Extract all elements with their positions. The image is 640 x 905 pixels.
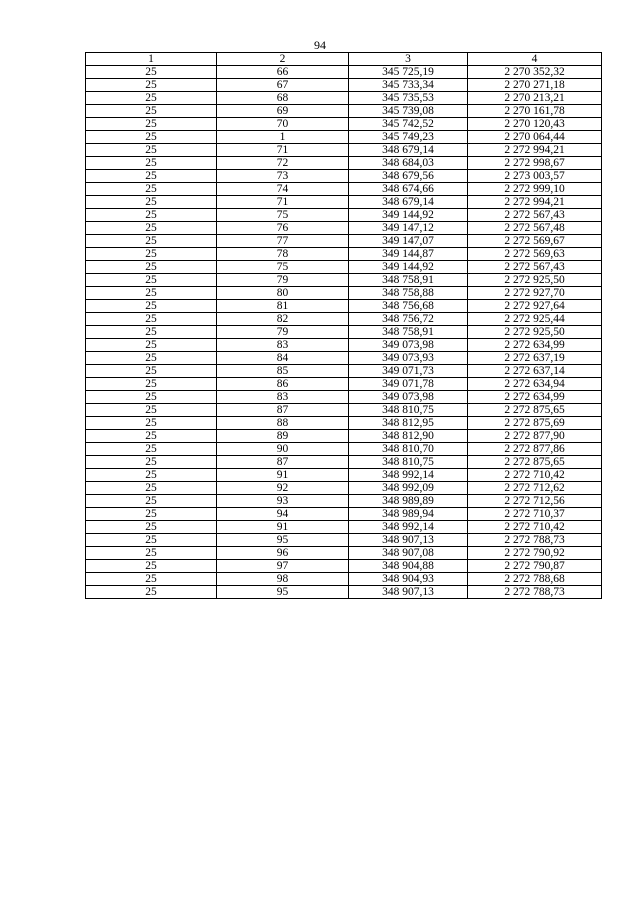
- cell-region: 25: [86, 508, 217, 521]
- table-row: [86, 430, 602, 443]
- cell-y-coordinate: 2 272 637,19: [468, 352, 602, 365]
- cell-x-coordinate: 349 073,98: [349, 339, 468, 352]
- cell-point-number: 1: [217, 131, 349, 144]
- cell-x-coordinate: 348 992,14: [349, 469, 468, 482]
- table-row: [86, 300, 602, 313]
- cell-point-number: 83: [217, 339, 349, 352]
- cell-point-number: 66: [217, 66, 349, 79]
- cell-region: 25: [86, 131, 217, 144]
- cell-x-coordinate: 349 071,73: [349, 365, 468, 378]
- cell-y-coordinate: 2 272 927,70: [468, 287, 602, 300]
- cell-point-number: 75: [217, 209, 349, 222]
- cell-y-coordinate: 2 270 161,78: [468, 105, 602, 118]
- cell-x-coordinate: 345 735,53: [349, 92, 468, 105]
- cell-region: 25: [86, 66, 217, 79]
- cell-region: 25: [86, 274, 217, 287]
- cell-x-coordinate: 345 742,52: [349, 118, 468, 131]
- cell-point-number: 80: [217, 287, 349, 300]
- table-row: [86, 547, 602, 560]
- cell-point-number: 79: [217, 326, 349, 339]
- cell-region: 25: [86, 443, 217, 456]
- cell-point-number: 75: [217, 261, 349, 274]
- cell-x-coordinate: 348 904,93: [349, 573, 468, 586]
- cell-region: 25: [86, 183, 217, 196]
- cell-point-number: 72: [217, 157, 349, 170]
- cell-region: 25: [86, 378, 217, 391]
- cell-point-number: 79: [217, 274, 349, 287]
- cell-x-coordinate: 345 725,19: [349, 66, 468, 79]
- cell-x-coordinate: 348 810,70: [349, 443, 468, 456]
- cell-x-coordinate: 349 144,92: [349, 209, 468, 222]
- cell-y-coordinate: 2 270 213,21: [468, 92, 602, 105]
- table-row: [86, 235, 602, 248]
- cell-region: 25: [86, 313, 217, 326]
- cell-x-coordinate: 348 679,56: [349, 170, 468, 183]
- cell-point-number: 74: [217, 183, 349, 196]
- table-row: [86, 144, 602, 157]
- cell-region: 25: [86, 430, 217, 443]
- cell-y-coordinate: 2 272 712,62: [468, 482, 602, 495]
- cell-region: 25: [86, 365, 217, 378]
- cell-region: 25: [86, 105, 217, 118]
- cell-point-number: 87: [217, 404, 349, 417]
- cell-point-number: 94: [217, 508, 349, 521]
- table-row: [86, 222, 602, 235]
- cell-x-coordinate: 348 812,95: [349, 417, 468, 430]
- cell-x-coordinate: 348 758,91: [349, 274, 468, 287]
- table-row: [86, 92, 602, 105]
- cell-y-coordinate: 2 270 352,32: [468, 66, 602, 79]
- cell-x-coordinate: 348 758,88: [349, 287, 468, 300]
- cell-point-number: 78: [217, 248, 349, 261]
- cell-x-coordinate: 349 073,98: [349, 391, 468, 404]
- cell-point-number: 73: [217, 170, 349, 183]
- table-row: [86, 365, 602, 378]
- cell-x-coordinate: 349 144,92: [349, 261, 468, 274]
- page-number: 94: [314, 38, 326, 52]
- cell-region: 25: [86, 79, 217, 92]
- cell-point-number: 68: [217, 92, 349, 105]
- cell-region: 25: [86, 404, 217, 417]
- cell-x-coordinate: 349 071,78: [349, 378, 468, 391]
- cell-point-number: 91: [217, 469, 349, 482]
- cell-y-coordinate: 2 272 790,92: [468, 547, 602, 560]
- cell-point-number: 95: [217, 586, 349, 599]
- cell-region: 25: [86, 339, 217, 352]
- cell-y-coordinate: 2 272 788,73: [468, 534, 602, 547]
- table-row: [86, 443, 602, 456]
- cell-point-number: 84: [217, 352, 349, 365]
- cell-y-coordinate: 2 272 925,44: [468, 313, 602, 326]
- cell-y-coordinate: 2 270 120,43: [468, 118, 602, 131]
- cell-region: 25: [86, 287, 217, 300]
- cell-x-coordinate: 348 812,90: [349, 430, 468, 443]
- cell-y-coordinate: 2 272 710,37: [468, 508, 602, 521]
- cell-x-coordinate: 348 907,13: [349, 534, 468, 547]
- cell-point-number: 77: [217, 235, 349, 248]
- table-row: [86, 391, 602, 404]
- column-header-1: 1: [86, 53, 217, 66]
- cell-y-coordinate: 2 272 710,42: [468, 469, 602, 482]
- cell-y-coordinate: 2 272 994,21: [468, 144, 602, 157]
- cell-point-number: 76: [217, 222, 349, 235]
- cell-x-coordinate: 345 733,34: [349, 79, 468, 92]
- cell-y-coordinate: 2 272 634,99: [468, 339, 602, 352]
- cell-x-coordinate: 348 992,09: [349, 482, 468, 495]
- cell-x-coordinate: 349 147,12: [349, 222, 468, 235]
- cell-region: 25: [86, 547, 217, 560]
- table-row: [86, 131, 602, 144]
- table-row: [86, 79, 602, 92]
- cell-x-coordinate: 345 749,23: [349, 131, 468, 144]
- cell-y-coordinate: 2 272 994,21: [468, 196, 602, 209]
- cell-point-number: 71: [217, 196, 349, 209]
- cell-x-coordinate: 348 810,75: [349, 404, 468, 417]
- cell-region: 25: [86, 118, 217, 131]
- cell-y-coordinate: 2 272 998,67: [468, 157, 602, 170]
- cell-point-number: 93: [217, 495, 349, 508]
- cell-x-coordinate: 348 907,08: [349, 547, 468, 560]
- cell-y-coordinate: 2 272 788,68: [468, 573, 602, 586]
- cell-region: 25: [86, 157, 217, 170]
- table-row: [86, 261, 602, 274]
- cell-y-coordinate: 2 272 788,73: [468, 586, 602, 599]
- cell-x-coordinate: 348 907,13: [349, 586, 468, 599]
- cell-point-number: 91: [217, 521, 349, 534]
- cell-y-coordinate: 2 273 003,57: [468, 170, 602, 183]
- table-row: [86, 456, 602, 469]
- cell-region: 25: [86, 573, 217, 586]
- cell-point-number: 88: [217, 417, 349, 430]
- cell-region: 25: [86, 469, 217, 482]
- column-header-4: 4: [468, 53, 602, 66]
- table-row: [86, 183, 602, 196]
- cell-region: 25: [86, 248, 217, 261]
- cell-region: 25: [86, 534, 217, 547]
- table-row: [86, 118, 602, 131]
- table-row: [86, 404, 602, 417]
- table-row: [86, 157, 602, 170]
- cell-y-coordinate: 2 272 925,50: [468, 326, 602, 339]
- cell-point-number: 85: [217, 365, 349, 378]
- table-row: [86, 287, 602, 300]
- cell-y-coordinate: 2 272 637,14: [468, 365, 602, 378]
- cell-region: 25: [86, 144, 217, 157]
- cell-point-number: 86: [217, 378, 349, 391]
- cell-y-coordinate: 2 272 710,42: [468, 521, 602, 534]
- cell-y-coordinate: 2 272 877,90: [468, 430, 602, 443]
- cell-region: 25: [86, 222, 217, 235]
- table-row: [86, 495, 602, 508]
- cell-region: 25: [86, 456, 217, 469]
- table-header: [86, 53, 602, 66]
- cell-x-coordinate: 348 674,66: [349, 183, 468, 196]
- coordinates-table: [85, 52, 602, 599]
- cell-region: 25: [86, 352, 217, 365]
- table-row: [86, 248, 602, 261]
- cell-point-number: 69: [217, 105, 349, 118]
- column-header-2: 2: [217, 53, 349, 66]
- cell-x-coordinate: 348 904,88: [349, 560, 468, 573]
- cell-point-number: 81: [217, 300, 349, 313]
- cell-y-coordinate: 2 272 634,94: [468, 378, 602, 391]
- cell-x-coordinate: 348 756,68: [349, 300, 468, 313]
- cell-y-coordinate: 2 270 271,18: [468, 79, 602, 92]
- cell-y-coordinate: 2 272 567,43: [468, 209, 602, 222]
- cell-y-coordinate: 2 272 712,56: [468, 495, 602, 508]
- table-row: [86, 417, 602, 430]
- cell-point-number: 96: [217, 547, 349, 560]
- cell-region: 25: [86, 326, 217, 339]
- table-row: [86, 326, 602, 339]
- table-row: [86, 313, 602, 326]
- table-row: [86, 508, 602, 521]
- table-row: [86, 66, 602, 79]
- table-row: [86, 274, 602, 287]
- cell-region: 25: [86, 300, 217, 313]
- cell-region: 25: [86, 261, 217, 274]
- table-row: [86, 573, 602, 586]
- cell-point-number: 87: [217, 456, 349, 469]
- cell-x-coordinate: 348 679,14: [349, 144, 468, 157]
- cell-x-coordinate: 348 684,03: [349, 157, 468, 170]
- table-row: [86, 209, 602, 222]
- cell-region: 25: [86, 521, 217, 534]
- cell-y-coordinate: 2 272 569,67: [468, 235, 602, 248]
- cell-region: 25: [86, 417, 217, 430]
- table-row: [86, 339, 602, 352]
- table-row: [86, 534, 602, 547]
- cell-point-number: 92: [217, 482, 349, 495]
- cell-x-coordinate: 348 679,14: [349, 196, 468, 209]
- cell-y-coordinate: 2 272 875,65: [468, 404, 602, 417]
- column-header-3: 3: [349, 53, 468, 66]
- table-row: [86, 170, 602, 183]
- cell-y-coordinate: 2 272 634,99: [468, 391, 602, 404]
- cell-x-coordinate: 348 756,72: [349, 313, 468, 326]
- cell-point-number: 70: [217, 118, 349, 131]
- header-row: [86, 53, 602, 66]
- cell-x-coordinate: 348 989,89: [349, 495, 468, 508]
- cell-y-coordinate: 2 270 064,44: [468, 131, 602, 144]
- cell-x-coordinate: 348 992,14: [349, 521, 468, 534]
- cell-point-number: 98: [217, 573, 349, 586]
- cell-point-number: 95: [217, 534, 349, 547]
- table-row: [86, 560, 602, 573]
- cell-region: 25: [86, 170, 217, 183]
- cell-point-number: 97: [217, 560, 349, 573]
- table-row: [86, 521, 602, 534]
- cell-y-coordinate: 2 272 875,65: [468, 456, 602, 469]
- cell-region: 25: [86, 235, 217, 248]
- cell-y-coordinate: 2 272 999,10: [468, 183, 602, 196]
- table-body: [86, 66, 602, 599]
- cell-y-coordinate: 2 272 790,87: [468, 560, 602, 573]
- table-row: [86, 482, 602, 495]
- cell-y-coordinate: 2 272 875,69: [468, 417, 602, 430]
- cell-point-number: 71: [217, 144, 349, 157]
- cell-x-coordinate: 348 810,75: [349, 456, 468, 469]
- cell-y-coordinate: 2 272 877,86: [468, 443, 602, 456]
- cell-point-number: 83: [217, 391, 349, 404]
- cell-x-coordinate: 349 147,07: [349, 235, 468, 248]
- cell-x-coordinate: 345 739,08: [349, 105, 468, 118]
- cell-x-coordinate: 348 758,91: [349, 326, 468, 339]
- cell-region: 25: [86, 586, 217, 599]
- table-row: [86, 469, 602, 482]
- cell-region: 25: [86, 482, 217, 495]
- cell-point-number: 82: [217, 313, 349, 326]
- cell-region: 25: [86, 495, 217, 508]
- cell-point-number: 67: [217, 79, 349, 92]
- table-row: [86, 352, 602, 365]
- cell-x-coordinate: 349 144,87: [349, 248, 468, 261]
- table-row: [86, 196, 602, 209]
- cell-x-coordinate: 349 073,93: [349, 352, 468, 365]
- cell-point-number: 89: [217, 430, 349, 443]
- cell-y-coordinate: 2 272 569,63: [468, 248, 602, 261]
- cell-y-coordinate: 2 272 925,50: [468, 274, 602, 287]
- cell-point-number: 90: [217, 443, 349, 456]
- cell-region: 25: [86, 391, 217, 404]
- cell-region: 25: [86, 209, 217, 222]
- cell-region: 25: [86, 196, 217, 209]
- table-row: [86, 378, 602, 391]
- table-row: [86, 586, 602, 599]
- cell-region: 25: [86, 92, 217, 105]
- cell-y-coordinate: 2 272 927,64: [468, 300, 602, 313]
- cell-y-coordinate: 2 272 567,43: [468, 261, 602, 274]
- table-row: [86, 105, 602, 118]
- cell-region: 25: [86, 560, 217, 573]
- cell-x-coordinate: 348 989,94: [349, 508, 468, 521]
- cell-y-coordinate: 2 272 567,48: [468, 222, 602, 235]
